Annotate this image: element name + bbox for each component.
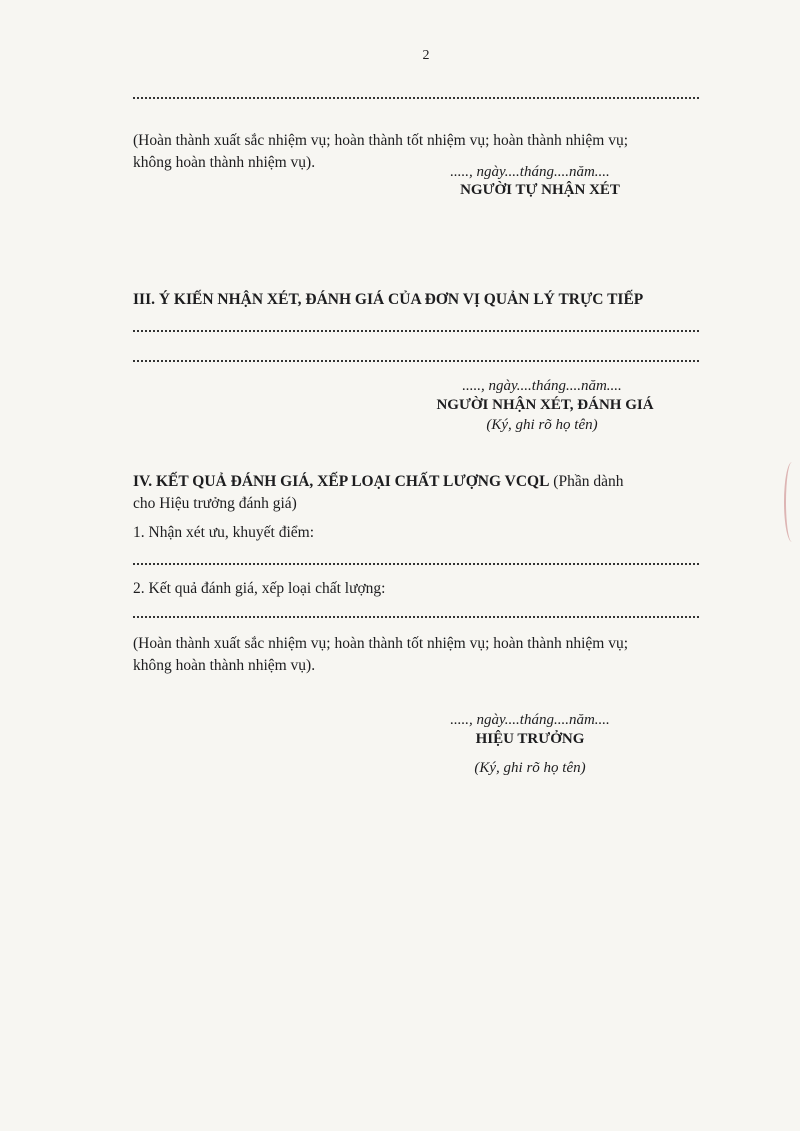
manager-review-date-line: ....., ngày....tháng....năm.... bbox=[462, 378, 622, 394]
principal-rating-options-line2: không hoàn thành nhiệm vụ). bbox=[133, 657, 316, 674]
manager-review-signer-title: NGƯỜI NHẬN XÉT, ĐÁNH GIÁ bbox=[436, 397, 654, 413]
page-number: 2 bbox=[422, 48, 430, 63]
section-iv-heading bbox=[133, 471, 623, 493]
section-iv-heading-bold: IV. KẾT QUẢ ĐÁNH GIÁ, XẾP LOẠI CHẤT LƯỢNG VCQL bbox=[133, 473, 550, 490]
item1-label: 1. Nhận xét ưu, khuyết điểm: bbox=[133, 524, 315, 541]
fill-line bbox=[133, 97, 699, 99]
principal-date-line: ....., ngày....tháng....năm.... bbox=[450, 712, 610, 728]
manager-review-sign-note: (Ký, ghi rõ họ tên) bbox=[486, 417, 598, 433]
principal-rating-options-line1: (Hoàn thành xuất sắc nhiệm vụ; hoàn thành tốt nhiệm vụ; hoàn thành nhiệm vụ; bbox=[133, 635, 629, 652]
fill-line bbox=[133, 330, 699, 332]
rating-options-line1: (Hoàn thành xuất sắc nhiệm vụ; hoàn thành tốt nhiệm vụ; hoàn thành nhiệm vụ; bbox=[133, 132, 629, 149]
item2-label: 2. Kết quả đánh giá, xếp loại chất lượng: bbox=[133, 580, 386, 597]
section-iv-heading-normal: (Phần dành bbox=[549, 473, 624, 490]
self-review-signer-title: NGƯỜI TỰ NHẬN XÉT bbox=[460, 182, 620, 198]
self-review-date-line: ....., ngày....tháng....năm.... bbox=[450, 164, 610, 180]
principal-signer-title: HIỆU TRƯỞNG bbox=[475, 731, 585, 747]
stamp-edge-mark bbox=[784, 462, 800, 542]
fill-line bbox=[133, 616, 699, 618]
section-iv-heading-line2: cho Hiệu trưởng đánh giá) bbox=[133, 495, 297, 512]
rating-options-line2: không hoàn thành nhiệm vụ). bbox=[133, 154, 316, 171]
fill-line bbox=[133, 360, 699, 362]
fill-line bbox=[133, 563, 699, 565]
section-iii-heading: III. Ý KIẾN NHẬN XÉT, ĐÁNH GIÁ CỦA ĐƠN VỊ QUẢN LÝ TRỰC TIẾP bbox=[133, 291, 644, 308]
principal-sign-note: (Ký, ghi rõ họ tên) bbox=[474, 760, 586, 776]
